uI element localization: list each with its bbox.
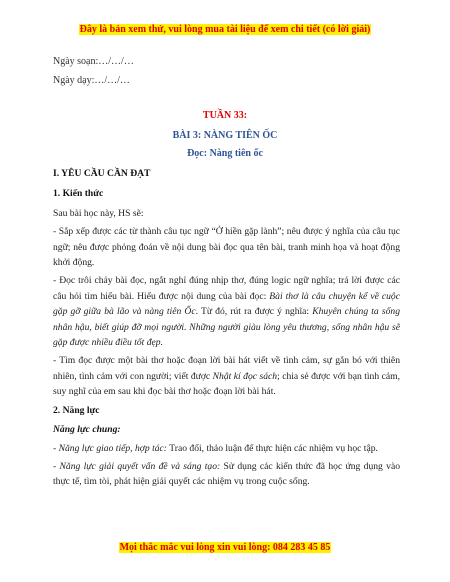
objective-1: - Sắp xếp được các từ thành câu tục ngữ “Ở hiền gặp lành”; nêu được ý nghĩa của câu tục ngữ; nêu được phỏng đoán về nội dung bài đọc qua tên bài, tranh minh họa và hoạt động khởi động. <box>53 226 400 269</box>
week-heading: TUẦN 33: <box>202 110 248 121</box>
teach-date: Ngày dạy:…/…/… <box>53 75 130 86</box>
reading-title: Đọc: Nàng tiên ốc <box>187 148 263 159</box>
contact-banner-text: Mọi thắc mắc vui lòng xin vui lòng: 084 283 45 85 <box>119 542 331 553</box>
intro-paragraph: Sau bài học này, HS sẽ: <box>53 207 144 219</box>
lesson-title: BÀI 3: NÀNG TIÊN ỐC <box>172 130 278 141</box>
knowledge-heading: 1. Kiến thức <box>53 188 104 200</box>
section-heading: I. YÊU CẦU CẦN ĐẠT <box>53 168 151 179</box>
document-body <box>53 166 400 493</box>
prep-date: Ngày soạn:…/…/… <box>53 56 134 67</box>
objective-2: - Đọc trôi chảy bài đọc, ngắt nghỉ đúng nhịp thơ, đúng logic ngữ nghĩa; trả lời được các câu hỏi tìm hiểu bài. Hiểu được nội dung của bài đọc: Bài thơ là câu chuyện kể về cuộc gặp gỡ giữa bà lão và nàng tiên Ốc. Từ đó, rút ra được ý nghĩa: Khuyên chúng ta sống nhân hậu, biết giúp đỡ mọi người. Những người giàu lòng yêu thương, sống nhân hậu sẽ gặp được nhiều điều tốt đẹp. <box>53 275 400 349</box>
contact-banner <box>0 542 450 554</box>
general-skill-2: - Năng lực giải quyết vấn đề và sáng tạo: Sử dụng các kiến thức đã học ứng dụng vào thực tế, tìm tòi, phát hiện giải quyết các nhiệm vụ trong cuộc sống. <box>53 460 400 488</box>
objective-3: - Tìm đọc được một bài thơ hoặc đoạn lời bài hát viết về tình cảm, sự gắn bó với thiên nhiên, tình cảm với con người; viết được Nhật kí đọc sách; chia sẻ được với bạn tình cảm, suy nghĩ của em sau khi đọc bài thơ hoặc đoạn lời bài hát. <box>53 355 400 398</box>
preview-banner-text: Đây là bản xem thử, vui lòng mua tài liệu để xem chi tiết (có lời giải) <box>79 24 371 35</box>
preview-banner <box>0 24 450 36</box>
general-skill-1: - Năng lực giao tiếp, hợp tác: Trao đổi, thảo luận để thực hiện các nhiệm vụ học tập. <box>53 442 378 454</box>
general-skills-heading: Năng lực chung: <box>53 424 121 436</box>
skills-heading: 2. Năng lực <box>53 404 100 416</box>
